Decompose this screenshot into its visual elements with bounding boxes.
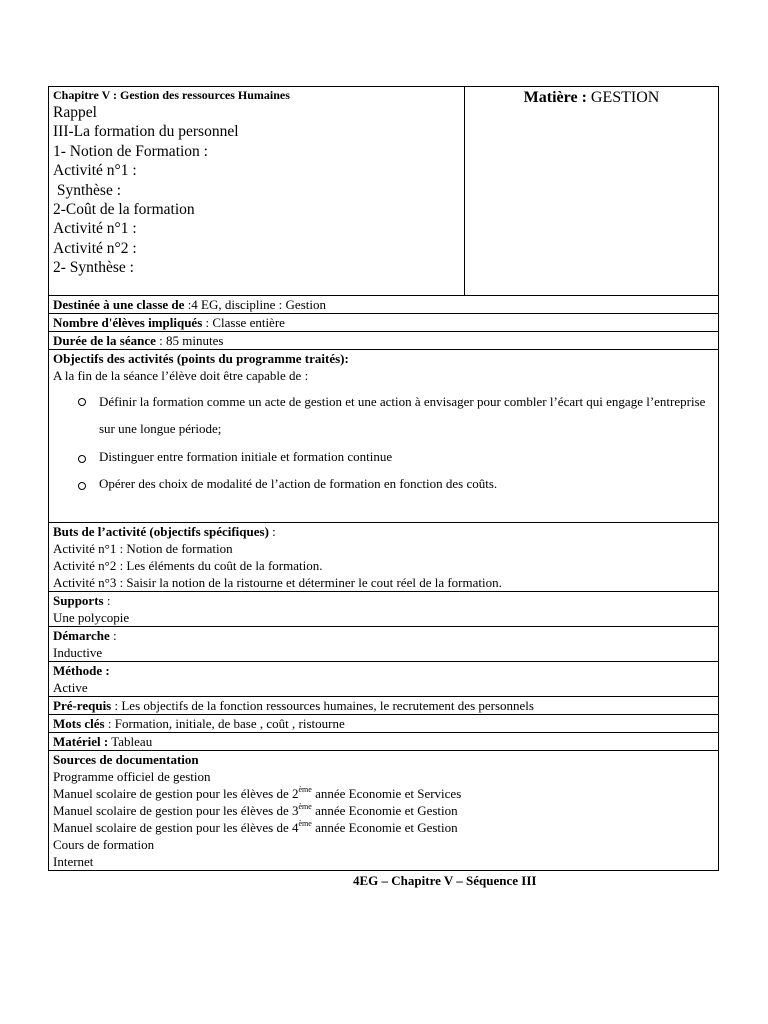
- class-label: Destinée à une classe de: [53, 297, 185, 312]
- objectives-intro: A la fin de la séance l’élève doit être capable de :: [53, 368, 309, 383]
- source-item: Internet: [53, 854, 94, 869]
- bullet-icon: [78, 482, 86, 490]
- keywords-label: Mots clés: [53, 716, 105, 731]
- keywords-value: : Formation, initiale, de base , coût , ristourne: [104, 716, 345, 731]
- students-row: [49, 314, 718, 332]
- approach-suffix: :: [109, 628, 117, 643]
- page-footer: 4EG – Chapitre V – Séquence III: [353, 873, 537, 888]
- goals-title-suffix: :: [268, 524, 276, 539]
- bullet-icon: [78, 398, 86, 406]
- prerequisites-label: Pré-requis: [53, 698, 112, 713]
- objective-item: Distinguer entre formation initiale et formation continue: [53, 443, 714, 470]
- goal-item: Activité n°3 : Saisir la notion de la ristourne et déterminer le cout réel de la formation.: [53, 575, 502, 590]
- source-item: Programme officiel de gestion: [53, 769, 211, 784]
- lesson-plan-table: [48, 86, 719, 871]
- source-item: Cours de formation: [53, 837, 155, 852]
- objective-item: Définir la formation comme un acte de gestion et une action à envisager pour combler l’écart qui engage l’entreprise sur une longue période;: [53, 388, 714, 442]
- objectives-row: [49, 350, 718, 523]
- outline-line: 1- Notion de Formation :: [53, 142, 208, 160]
- duration-row: [49, 332, 718, 350]
- outline-line: Rappel: [53, 104, 97, 121]
- outline-line: Activité n°2 :: [53, 239, 137, 257]
- objective-item: Opérer des choix de modalité de l’action de formation en fonction des coûts.: [53, 470, 714, 497]
- goal-item: Activité n°2 : Les éléments du coût de la formation.: [53, 558, 323, 573]
- header-row: [49, 87, 718, 296]
- sources-row: [49, 751, 718, 870]
- subject-value: GESTION: [586, 89, 660, 106]
- supports-suffix: :: [103, 593, 111, 608]
- material-row: [49, 733, 718, 751]
- source-item: Manuel scolaire de gestion pour les élèves de 2ème année Economie et Services: [53, 785, 462, 801]
- objectives-title: Objectifs des activités (points du programme traités):: [53, 351, 349, 366]
- method-value: Active: [53, 680, 88, 695]
- prerequisites-row: [49, 697, 718, 715]
- goals-title: Buts de l’activité (objectifs spécifiques): [53, 524, 269, 539]
- supports-value: Une polycopie: [53, 610, 130, 625]
- material-label: Matériel :: [53, 734, 109, 749]
- material-value: Tableau: [108, 734, 153, 749]
- keywords-row: [49, 715, 718, 733]
- outline-line: 2-Coût de la formation: [53, 201, 195, 219]
- class-row: [49, 296, 718, 314]
- goals-row: [49, 523, 718, 592]
- objectives-list: [53, 388, 714, 497]
- students-label: Nombre d'élèves impliqués: [53, 315, 203, 330]
- method-label: Méthode :: [53, 663, 110, 678]
- subject-label: Matière :: [523, 89, 587, 106]
- goal-item: Activité n°1 : Notion de formation: [53, 541, 233, 556]
- duration-label: Durée de la séance: [53, 333, 156, 348]
- chapter-cell: [49, 87, 465, 295]
- outline-line: III-La formation du personnel: [53, 123, 239, 141]
- supports-row: [49, 592, 718, 627]
- approach-row: [49, 627, 718, 662]
- supports-label: Supports: [53, 593, 104, 608]
- approach-value: Inductive: [53, 645, 103, 660]
- outline-line: Activité n°1 :: [53, 162, 137, 180]
- approach-label: Démarche: [53, 628, 110, 643]
- duration-value: : 85 minutes: [155, 333, 224, 348]
- prerequisites-value: : Les objectifs de la fonction ressources humaines, le recrutement des personnels: [111, 698, 534, 713]
- source-item: Manuel scolaire de gestion pour les élèves de 4ème année Economie et Gestion: [53, 819, 458, 835]
- class-value: :4 EG, discipline : Gestion: [184, 297, 326, 312]
- sources-title: Sources de documentation: [53, 752, 199, 767]
- bullet-icon: [78, 455, 86, 463]
- chapter-title: Chapitre V : Gestion des ressources Humaines: [53, 88, 290, 102]
- source-item: Manuel scolaire de gestion pour les élèves de 3ème année Economie et Gestion: [53, 802, 458, 818]
- outline-line: Activité n°1 :: [53, 220, 137, 238]
- outline-line: Synthèse :: [53, 181, 122, 199]
- subject-cell: [465, 87, 718, 295]
- outline-line: 2- Synthèse :: [53, 259, 134, 277]
- method-row: [49, 662, 718, 697]
- students-value: : Classe entière: [202, 315, 285, 330]
